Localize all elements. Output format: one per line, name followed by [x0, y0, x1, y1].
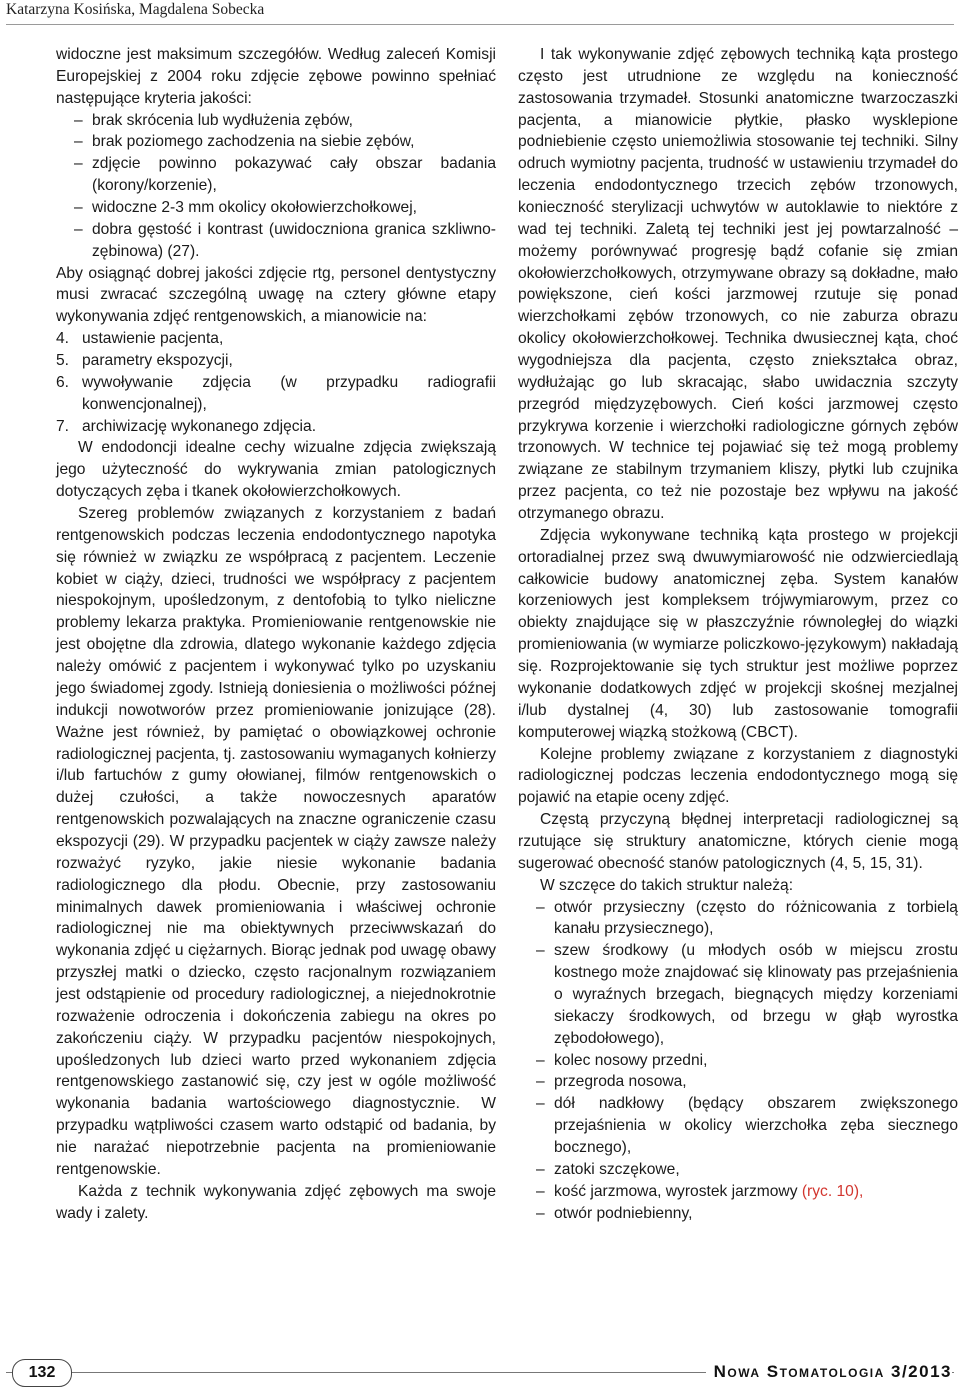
left-column — [56, 44, 496, 1224]
dash-bullet: – — [74, 199, 83, 217]
header-authors: Katarzyna Kosińska, Magdalena Sobecka — [6, 1, 265, 18]
paragraph: Każda z technik wykonywania zdjęć zębowych ma swoje wady i zalety. — [56, 1182, 496, 1222]
dash-bullet: – — [536, 1160, 545, 1178]
page-number: 132 — [12, 1359, 72, 1387]
dash-bullet: – — [536, 898, 545, 916]
list-number: 7. — [56, 417, 70, 435]
list-item: – szew środkowy (u młodych osób w miejscu zrostu kostnego może znajdować się klinowaty pas przejaśnienia o wyraźnych brzegach, biegnących między korzeniami siekaczy środkowych, od brzegu w głąb wyrostka zębodołowego), — [536, 942, 958, 1047]
list-item: – zdjęcie powinno pokazywać cały obszar badania (korony/korzenie), — [74, 155, 496, 195]
dash-bullet: – — [74, 111, 83, 129]
figure-reference-link[interactable]: (ryc. 10), — [801, 1182, 864, 1200]
paragraph: W endodoncji idealne cechy wizualne zdjęcia zwiększają jego użyteczność do wykrywania zmian patologicznych dotyczących zęba i tkanek okołowierzchołkowych. — [56, 439, 496, 501]
journal-title: Nowa Stomatologia 3/2013 — [706, 1360, 952, 1384]
dash-bullet: – — [74, 220, 83, 238]
list-item: – dół nadkłowy (będący obszarem zwiększonego przejaśnienia w okolicy wierzchołka zęba siecznego bocznego), — [536, 1095, 958, 1156]
list-item: 4. ustawienie pacjenta, — [56, 328, 496, 350]
list-item: – przegroda nosowa, — [518, 1071, 958, 1093]
list-item: – dobra gęstość i kontrast (uwidoczniona granica szkliwno-zębinowa) (27). — [74, 220, 496, 260]
list-item: – brak skrócenia lub wydłużenia zębów, — [56, 110, 496, 132]
dash-bullet: – — [74, 155, 83, 173]
list-item: 5. parametry ekspozycji, — [56, 350, 496, 372]
dash-bullet: – — [536, 1073, 545, 1091]
list-number: 5. — [56, 352, 70, 370]
paragraph: W szczęce do takich struktur należą: — [540, 876, 794, 894]
steps-list — [56, 328, 496, 437]
page-footer — [6, 1357, 954, 1388]
list-item: – kolec nosowy przedni, — [518, 1050, 958, 1072]
list-number: 4. — [56, 330, 70, 348]
running-header — [6, 0, 954, 25]
paragraph: I tak wykonywanie zdjęć zębowych techniką kąta prostego często jest utrudnione ze względu na konieczność zastosowania trzymadeł. Stosunki anatomiczne twarzoczaszki pacjenta, a mianowicie płytkie, płasko wysklepione podniebienie często uniemożliwia stosowanie tej techniki. Silny odruch wymiotny pacjenta, trudność w ustawieniu trzymadeł do leczenia endodontycznego trzecich zębów trzonowych, konieczność sterylizacji uchwytów w autoklawie to niektóre z wad tej techniki. Zaletą tej techniki jest jej powtarzalność – możemy porównywać progresję bądź cofanie się zmian okołowierzchołkowych, otrzymywane obrazy są dokładne, mało powiększone, cień kości jarzmowej rzutuje się ponad wierzchołkami zębów trzonowych, co nie zaburza obrazu okolicy okołowierzchołkowej. Technika dwusiecznej kąta, choć wygodniejsza dla pacjenta, często zniekształca obraz, wydłużając go lub skracając, słabo uwidacznia szczyty przegród międzyzębowych. Cień kości jarzmowej często przykrywa korzenie i wierzchołki radiologiczne górnych zębów trzonowych. W technice tej pojawiać się też mogą problemy związane ze stabilnym trzymaniem kliszy, płytki lub czujnika przez pacjenta, co też nie pozostaje bez wpływu na jakość otrzymanego obrazu. — [518, 46, 958, 523]
dash-bullet: – — [536, 1051, 545, 1069]
list-item: 7. archiwizację wykonanego zdjęcia. — [56, 416, 496, 438]
list-item: – brak poziomego zachodzenia na siebie zębów, — [56, 131, 496, 153]
list-item: – widoczne 2-3 mm okolicy okołowierzchołkowej, — [56, 197, 496, 219]
criteria-list — [56, 110, 496, 263]
list-item: – otwór przysieczny (często do różnicowania z torbielą kanału przysiecznego), — [536, 898, 958, 938]
dash-bullet: – — [536, 1095, 545, 1113]
paragraph: Kolejne problemy związane z korzystaniem z diagnostyki radiologicznej podczas leczenia endodontycznego mogą się pojawić na etapie oceny zdjęć. — [518, 745, 958, 807]
list-item: 6. wywoływanie zdjęcia (w przypadku radiografii konwencjonalnej), — [56, 373, 496, 413]
paragraph: Szereg problemów związanych z korzystaniem z badań rentgenowskich podczas leczenia endodontycznego napotyka się również w związku ze współpracą z pacjentem. Leczenie kobiet w ciąży, dzieci, trudności we współpracy z pacjentem niespokojnym, upośledzonym, z dentofobią to tylko nieliczne problemy lekarza praktyka. Promieniowanie rentgenowskie nie jest obojętne dla zdrowia, dlatego wykonanie każdego zdjęcia należy omówić z pacjentem i wykonywać tylko po uzyskaniu jego świadomej zgody. Istnieją doniesienia o możliwości późnej indukcji nowotworów przez promieniowanie jonizujące (28). Ważne jest również, by pamiętać o obowiązkowej ochronie radiologicznej pacjenta, tj. zastosowaniu wymaganych kołnierzy i/lub fartuchów z gumy ołowianej, filmów rentgenowskich o dużej czułości, a także nowoczesnych aparatów rentgenowskich pozwalających na znaczne ograniczenie czasu ekspozycji (29). W przypadku pacjentek w ciąży zawsze należy rozważyć ryzyko, jakie niesie wykonanie badania radiologicznego dla płodu. Obecnie, przy zastosowaniu minimalnych dawek promieniowania i właściwej ochronie radiologicznej nie ma obiektywnych przeciwwskazań do wykonania zdjęć u ciężarnych. Biorąc jednak pod uwagę obawy przyszłej matki o dziecko, często racjonalnym rozwiązaniem jest odstąpienie od procedury radiologicznej, a niejednokrotnie rozważenie odroczenia i dokończenia zabiegu na okres po zakończeniu ciąży. W przypadku pacjentów niespokojnych, upośledzonych lub dzieci warto przed wykonaniem zdjęcia rentgenowskiego zastanowić się, czy jest w ogóle możliwość wykonania badania wartościowego diagnostycznie. W przypadku wątpliwości czasem warto odstąpić od badania, by nie narażać niepotrzebnie pacjenta na promieniowanie rentgenowskie. — [56, 505, 496, 1178]
list-item: – kość jarzmowa, wyrostek jarzmowy (ryc. 10), — [518, 1181, 958, 1203]
structures-list — [518, 897, 958, 1225]
list-item: – zatoki szczękowe, — [518, 1159, 958, 1181]
list-number: 6. — [56, 373, 70, 391]
dash-bullet: – — [74, 133, 83, 151]
paragraph: Aby osiągnąć dobrej jakości zdjęcie rtg, personel dentystyczny musi zwracać szczególną uwagę na cztery główne etapy wykonywania zdjęć rentgenowskich, a mianowicie na: — [56, 264, 496, 326]
dash-bullet: – — [536, 1204, 545, 1222]
paragraph: widoczne jest maksimum szczegółów. Według zaleceń Komisji Europejskiej z 2004 roku zdjęcie zębowe powinno spełniać następujące kryteria jakości: — [56, 46, 496, 107]
paragraph: Zdjęcia wykonywane techniką kąta prostego w projekcji ortoradialnej przez swą dwuwymiarowość nie odzwierciedlają całkowicie budowy anatomicznej zęba. System kanałów korzeniowych jest kompleksem trójwymiarowym, przez co obiekty znajdujące się w płaszczyźnie równoległej do wiązki promieniowania (w wymiarze policzkowo-językowym) nakładają się. Rozprojektowanie się tych struktur jest możliwe poprzez wykonanie dodatkowych zdjęć w projekcji skośnej mezjalnej i/lub dystalnej (4, 30) lub zastosowanie tomografii komputerowej wiązką stożkową (CBCT). — [518, 526, 958, 741]
right-column — [518, 44, 958, 1224]
dash-bullet: – — [536, 942, 545, 960]
dash-bullet: – — [536, 1182, 545, 1200]
list-item: – otwór podniebienny, — [518, 1203, 958, 1225]
paragraph: Częstą przyczyną błędnej interpretacji radiologicznej są rzutujące się struktury anatomiczne, których cienie mogą sugerować obecność stanów patologicznych (4, 5, 15, 31). — [518, 811, 958, 872]
